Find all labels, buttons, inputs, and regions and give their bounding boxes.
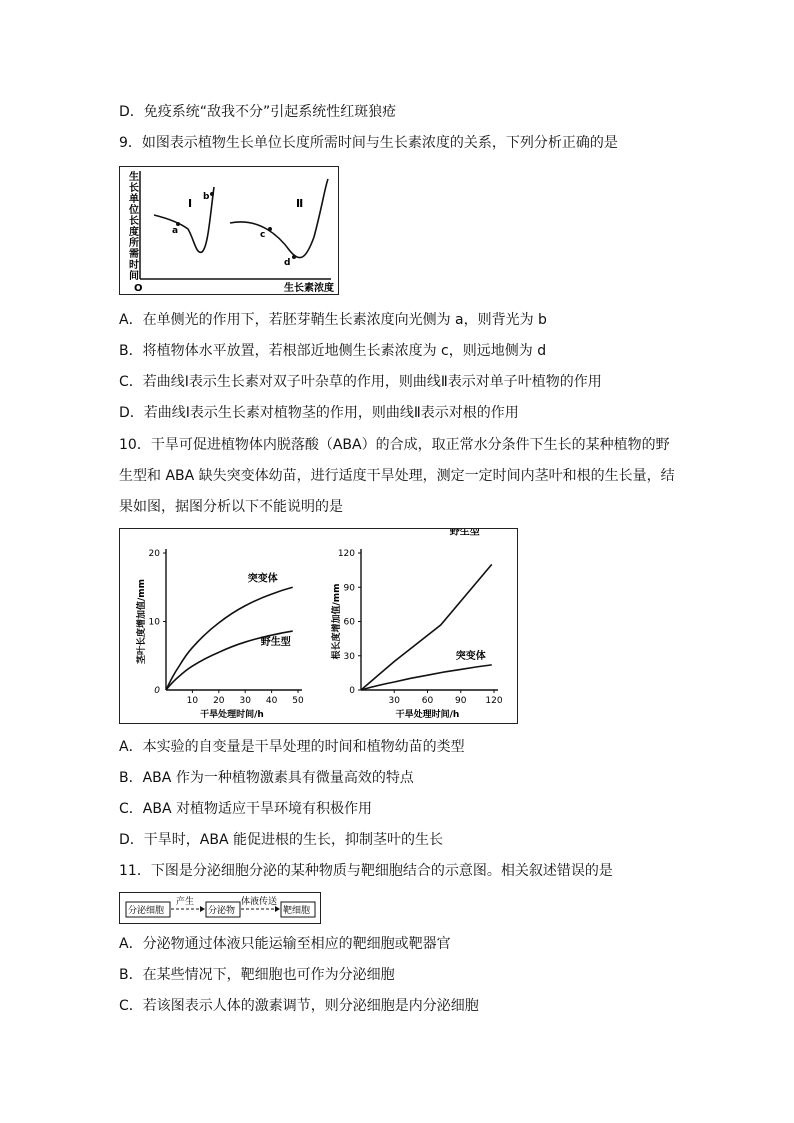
chart1-x-tick-label: 30: [239, 696, 251, 706]
chart1-origin-label: 0: [154, 686, 160, 696]
q10-stem-line2: 生型和 ABA 缺失突变体幼苗，进行适度干旱处理，测定一定时间内茎叶和根的生长量，结: [119, 468, 675, 484]
q9-option-b: B．将植物体水平放置，若根部近地侧生长素浓度为 c，则远地侧为 d: [119, 343, 547, 359]
chart1-x-tick-label: 40: [265, 696, 278, 706]
chart2-series-2-line: [361, 665, 492, 690]
q11-option-c: C．若该图表示人体的激素调节，则分泌细胞是内分泌细胞: [119, 998, 479, 1014]
q10-stem-line3: 果如图，据图分析以下不能说明的是: [119, 499, 343, 515]
q11-box3-text: 靶细胞: [283, 906, 311, 916]
q10-charts-svg: [120, 529, 517, 723]
q11-diagram: [119, 892, 321, 924]
q9-y-label: 生长单位长度所需时间: [129, 172, 139, 282]
q9-point-b: [210, 192, 214, 196]
q11-box2-text: 分泌物: [208, 906, 236, 916]
q9-origin: O: [134, 283, 143, 294]
q11-box1-text: 分泌细胞: [128, 906, 165, 916]
chart1-series-2-label: 野生型: [260, 637, 291, 649]
chart2-series-1-label: 野生型: [449, 529, 480, 538]
q10-stem-line1: 10．干旱可促进植物体内脱落酸（ABA）的合成，取正常水分条件下生长的某种植物的野: [119, 437, 670, 453]
chart2-x-tick-label: 30: [388, 696, 400, 706]
chart2-y-tick-label: 60: [343, 617, 355, 628]
chart2-x-label: 干旱处理时间/h: [395, 710, 460, 720]
q11-arrowhead-1: [200, 906, 205, 912]
chart2-x-tick-label: 120: [485, 696, 503, 706]
q9-label-a: a: [172, 226, 179, 236]
q11-diagram-svg: [120, 893, 320, 923]
q9-label-b: b: [203, 192, 210, 202]
q9-stem: 9．如图表示植物生长单位长度所需时间与生长素浓度的关系，下列分析正确的是: [119, 135, 618, 151]
chart1-y-label: 茎叶长度增加值/mm: [137, 578, 147, 665]
q9-option-c: C．若曲线Ⅰ表示生长素对双子叶杂草的作用，则曲线Ⅱ表示对单子叶植物的作用: [119, 374, 602, 390]
q9-curve-2: [230, 179, 328, 258]
q11-option-a: A．分泌物通过体液只能运输至相应的靶细胞或靶器官: [119, 936, 451, 952]
q10-option-c: C．ABA 对植物适应干旱环境有积极作用: [119, 801, 372, 817]
q9-figure: [119, 166, 339, 295]
q9-curve-2-label: Ⅱ: [296, 197, 304, 210]
q9-label-d: d: [284, 258, 291, 268]
q9-option-d: D．若曲线Ⅰ表示生长素对植物茎的作用，则曲线Ⅱ表示对根的作用: [119, 405, 519, 421]
q10-option-b: B．ABA 作为一种植物激素具有微量高效的特点: [119, 770, 414, 786]
chart1-y-tick-label: 20: [148, 549, 160, 559]
chart2-y-label: 根长度增加值/mm: [332, 583, 342, 660]
q11-arrow2-text: 体液传送: [241, 897, 278, 907]
chart1-x-tick-label: 10: [186, 696, 199, 706]
chart2-x-tick-label: 60: [421, 696, 434, 706]
q10-option-d: D．干旱时，ABA 能促进根的生长，抑制茎叶的生长: [119, 832, 443, 848]
chart2-y-tick-label: 90: [343, 583, 355, 594]
chart1-y-tick-label: 10: [148, 617, 160, 628]
chart2-y-tick-label: 0: [349, 686, 355, 696]
q8-option-d: D．免疫系统“敌我不分”引起系统性红斑狼疮: [119, 104, 397, 120]
chart2-x-tick-label: 90: [455, 696, 467, 706]
chart1-x-tick-label: 50: [292, 696, 304, 706]
chart1-x-label: 干旱处理时间/h: [200, 710, 264, 720]
chart2-y-tick-label: 120: [337, 549, 355, 559]
q9-figure-svg: [120, 167, 338, 294]
q10-option-a: A．本实验的自变量是干旱处理的时间和植物幼苗的类型: [119, 739, 465, 755]
chart2-series-1-line: [361, 564, 492, 690]
q9-label-c: c: [260, 230, 266, 240]
chart1-series-1-label: 突变体: [247, 573, 278, 585]
q11-arrow1-text: 产生: [176, 897, 195, 907]
q9-x-label: 生长素浓度: [284, 283, 334, 294]
chart2-series-2-label: 突变体: [455, 650, 486, 662]
q9-point-c: [268, 227, 272, 231]
q10-figure: [119, 528, 518, 724]
q11-stem: 11．下图是分泌细胞分泌的某种物质与靶细胞结合的示意图。相关叙述错误的是: [119, 863, 613, 879]
q11-option-b: B．在某些情况下，靶细胞也可作为分泌细胞: [119, 967, 395, 983]
chart1-x-tick-label: 20: [213, 696, 225, 706]
q9-curve-1-label: Ⅰ: [188, 197, 193, 210]
q9-point-d: [292, 255, 296, 259]
chart2-y-tick-label: 30: [343, 651, 355, 662]
q9-option-a: A．在单侧光的作用下，若胚芽鞘生长素浓度向光侧为 a，则背光为 b: [119, 312, 547, 328]
